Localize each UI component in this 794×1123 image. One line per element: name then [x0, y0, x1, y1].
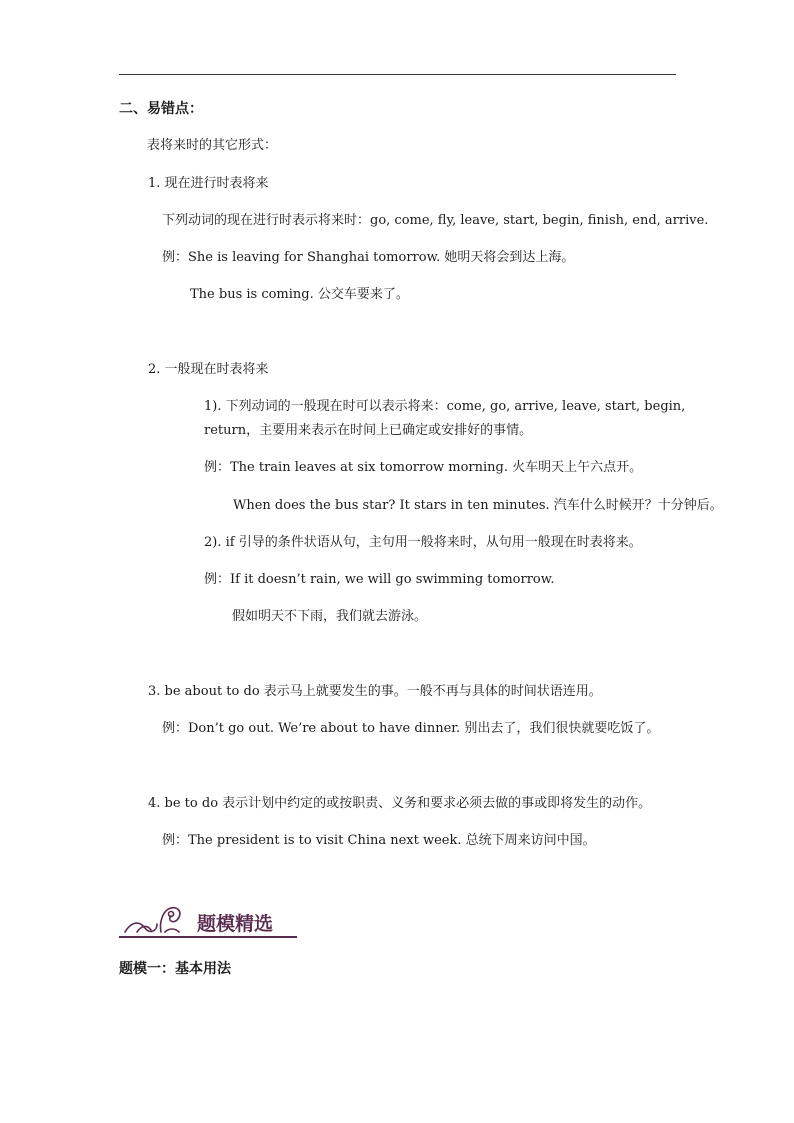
point-2-example-1: 例：The train leaves at six tomorrow morning. 火车明天上午六点开。: [204, 460, 643, 475]
point-2-example-3: 例：If it doesn’t rain, we will go swimming tomorrow.: [204, 572, 555, 587]
point-3-title: 3. be about to do 表示马上就要发生的事。一般不再与具体的时间状语连用。: [148, 684, 602, 699]
banner-underline: [119, 936, 297, 938]
point-3-example: 例：Don’t go out. We’re about to have dinner. 别出去了，我们很快就要吃饭了。: [162, 721, 660, 736]
header-rule: [119, 74, 676, 75]
point-2-example-4: 假如明天不下雨，我们就去游泳。: [232, 609, 428, 624]
point-1-example-1: 例：She is leaving for Shanghai tomorrow. 她明天将会到达上海。: [162, 250, 575, 265]
point-2-sub-2: 2). if 引导的条件状语从句，主句用一般将来时，从句用一般现在时表将来。: [204, 535, 642, 550]
point-4-title: 4. be to do 表示计划中约定的或按职责、义务和要求必须去做的事或即将发生的动作。: [148, 796, 652, 811]
point-4-example: 例：The president is to visit China next week. 总统下周来访问中国。: [162, 833, 596, 848]
section-intro: 表将来时的其它形式：: [147, 138, 278, 153]
section-banner: [119, 902, 297, 940]
section-heading: 二、易错点：: [119, 101, 203, 117]
point-2-title: 2. 一般现在时表将来: [148, 362, 269, 377]
point-1-rule: 下列动词的现在进行时表示将来时：go, come, fly, leave, start, begin, finish, end, arrive.: [162, 213, 709, 228]
subsection-heading: 题模一：基本用法: [119, 961, 231, 977]
point-1-example-2: The bus is coming. 公交车要来了。: [190, 287, 409, 302]
point-2-sub-1-line-1: 1). 下列动词的一般现在时可以表示将来：come, go, arrive, leave, start, begin,: [204, 399, 686, 414]
point-1-title: 1. 现在进行时表将来: [148, 176, 269, 191]
point-2-sub-1-line-2: return，主要用来表示在时间上已确定或安排好的事情。: [204, 423, 533, 438]
point-2-example-2: When does the bus star? It stars in ten minutes. 汽车什么时候开？十分钟后。: [233, 498, 723, 513]
flourish-ornament-icon: [121, 902, 187, 938]
banner-title: 题模精选: [197, 913, 274, 935]
